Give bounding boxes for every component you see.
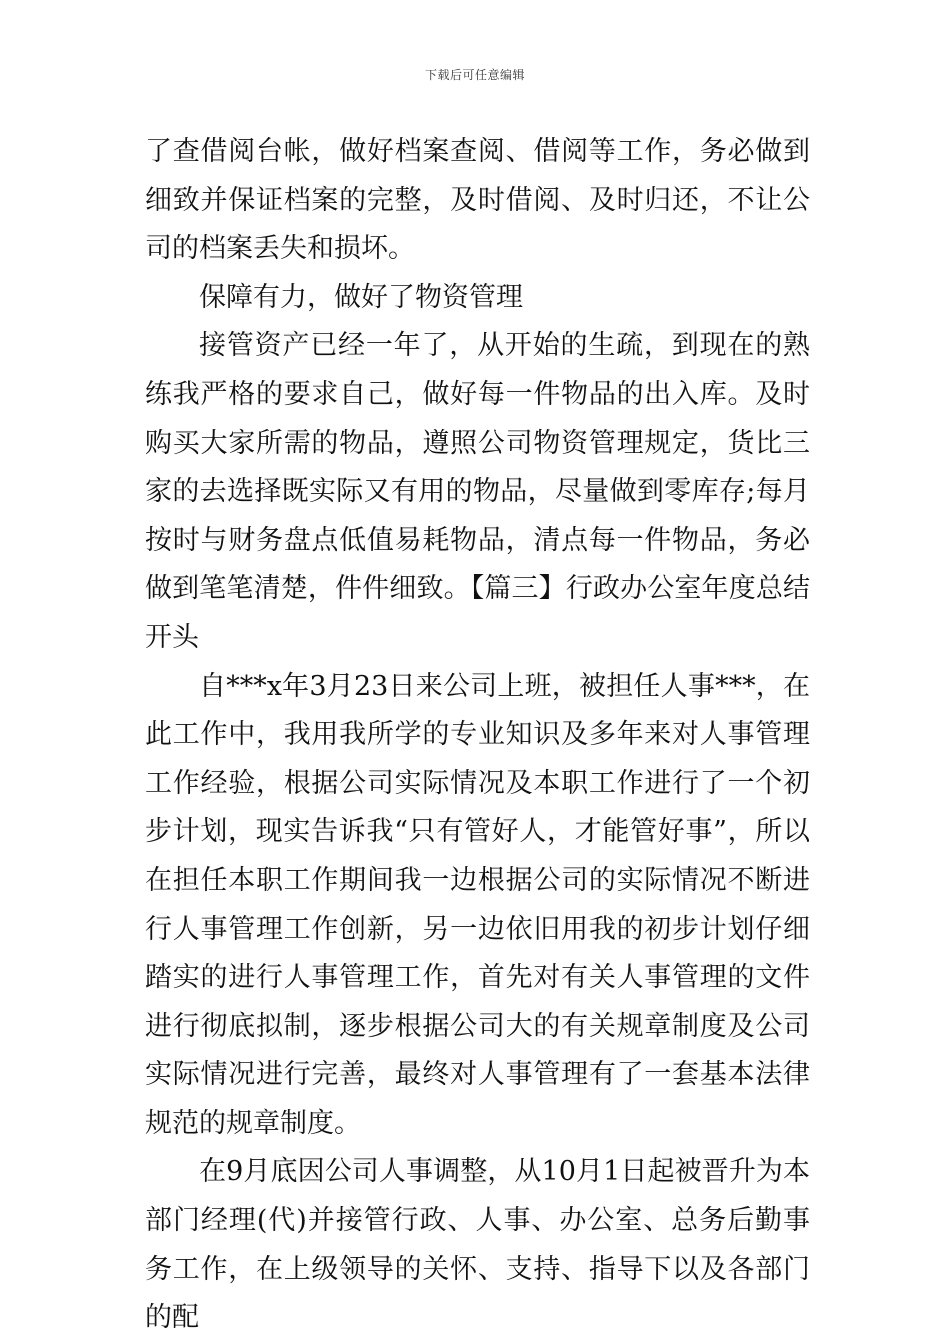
paragraph-archive-continuation: 了查借阅台帐，做好档案查阅、借阅等工作，务必做到细致并保证档案的完整，及时借阅、及时归还，不让公司的档案丢失和损坏。 <box>145 136 810 265</box>
paragraph-promotion: 在9月底因公司人事调整，从10月1日起被晋升为本部门经理(代)并接管行政、人事、办公室、总务后勤事务工作，在上级领导的关怀、支持、指导下以及各部门的配 <box>145 1156 810 1334</box>
document-body <box>145 128 810 1343</box>
page-header-note: 下载后可任意编辑 <box>424 68 525 82</box>
section-heading-materials: 保障有力，做好了物资管理 <box>199 281 523 313</box>
paragraph-asset-management: 接管资产已经一年了，从开始的生疏，到现在的熟练我严格的要求自己，做好每一件物品的出入库。及时购买大家所需的物品，遵照公司物资管理规定，货比三家的去选择既实际又有用的物品，尽量做到零库存;每月按时与财务盘点低值易耗物品，清点每一件物品，务必做到笔笔清楚，件件细致。【篇三】行政办公室年度总结开头 <box>145 330 810 653</box>
paragraph-hr-work: 自***x年3月23日来公司上班，被担任人事***，在此工作中，我用我所学的专业知识及多年来对人事管理工作经验，根据公司实际情况及本职工作进行了一个初步计划，现实告诉我“只有管好人，才能管好事”，所以在担任本职工作期间我一边根据公司的实际情况不断进行人事管理工作创新，另一边依旧用我的初步计划仔细踏实的进行人事管理工作，首先对有关人事管理的文件进行彻底拟制，逐步根据公司大的有关规章制度及公司实际情况进行完善，最终对人事管理有了一套基本法律规范的规章制度。 <box>145 670 810 1139</box>
